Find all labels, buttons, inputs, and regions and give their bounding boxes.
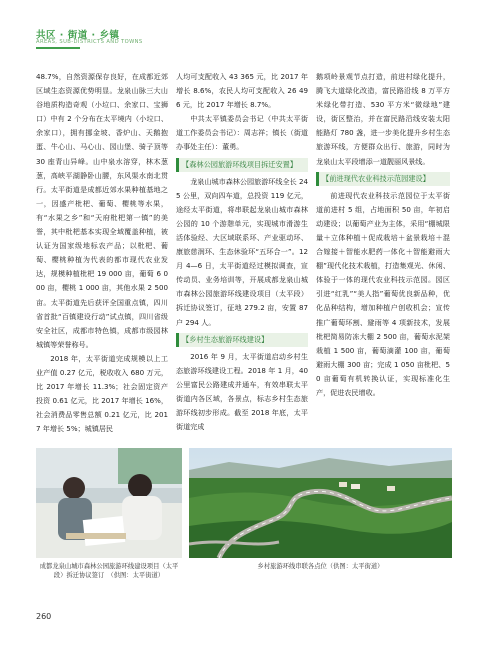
paragraph: 48.7%，自然资源保存良好，在成都近郊区域生态资源优势明显。龙泉山脉三大山谷地质构造奇观（小垃口、余家口、宝狮口）中有 2 个分布在太平境内（小垃口、余家口），拥有挪金坡、香炉山、天鹅抱蛋、牛心山、马心山、园山堡、骑子顶等 30 座青山异峰。山中泉水溶穿，林木葱葱，高峡平湖静卧山腰，东风渠水南北贯行。太平街道是成都近郊水果种植基地之一，因盛产枇杷、葡萄、樱桃等水果，有“水果之乡”和“天府枇杷第一镇”的美誉，其中枇杷基本实现全域覆盖种植，被认证为国家级地标农产品；以枇杷、葡萄、樱桃种植为代表的都市现代农业发达，规模种植枇杷 19 000 亩，葡萄 6 000 亩，樱桃 1 000 亩，其他水果 2 500 亩。太平街道先后获评全国重点镇，四川省首批“百镇建设行动”试点镇，四川省级安全社区，成都市特色镇，成都市级园林城镇等荣誉称号。 [36, 72, 168, 349]
header-rule [36, 47, 80, 49]
page-number: 260 [36, 612, 52, 621]
paragraph: 龙泉山城市森林公园旅游环线全长 245 公里，双向四车道，总投资 119 亿元，途经太平街道，将串联起龙泉山城市森林公园的 10 个游憩单元，实现城市滑游生活体验经、大区域联系环、产业驱动环、康旅慈润环、生态休验环“五环合一”。12 月 4—6 日，太平街道经过模拟调查，宣传动员、业务培训等，开展成都龙泉山城市森林公园旅游环线建设项目（太平段）拆迁协议签订，征地 279.2 亩，安置 87 户 294 人。 [176, 176, 308, 327]
signing-photo [36, 448, 182, 558]
paragraph: 2016 年 9 月，太平街道启动乡村生态旅游环线建设工程。2018 年 1 月，40 公里富民公路建成并通车，有效串联太平街道内各区域，各景点，标志乡村生态旅游环线初步形成。截至 2018 年底，太平街道完成 [176, 351, 308, 432]
running-head-title: 共区 · 街道 · 乡镇 [36, 30, 120, 41]
page-header [36, 24, 456, 54]
photo-caption-road: 乡村旅游环线串联各点位（供图：太平街道） [257, 563, 384, 570]
paragraph: 人均可支配收入 43 365 元，比 2017 年增长 8.6%，农民人均可支配收入 26 496 元，比 2017 年增长 8.7%。 [176, 72, 308, 110]
paragraph: 2018 年，太平街道完成规模以上工业产值 0.27 亿元，税收收入 680 万元，比 2017 年增长 11.3%；社会固定资产投资 0.61 亿元，比 2017 年增长 16%，社会消费品零售总额 0.21 亿元，比 2017 年增长 5%；城镇居民 [36, 353, 168, 434]
running-head-subtitle: AREAS, SUB-DISTRICTS AND TOWNS [36, 39, 143, 45]
paragraph: 鹅项岭景观节点打造，前进村绿化提升，腾飞大道绿化改造，富民路沿线 8 万平方米绿化带打造、530 平方米“微绿地”建设，街区整治，并在富民路沿线安装太阳能路灯 780 盏，进一步美化提升乡村生态旅游环线，方便群众出行、旅游，同时为龙泉山太平段增添一道靓丽风景线。 [316, 72, 450, 166]
photo-caption-signing: 成都龙泉山城市森林公园旅游环线建设项目（太平段）拆迁协议签订 （供图：太平街道） [39, 563, 179, 579]
rural-road-aerial-photo [189, 448, 452, 558]
text-column-2 [176, 70, 308, 434]
text-column-3 [316, 70, 450, 400]
section-heading-agri-park: 【前进现代农业科技示范园建设】 [316, 172, 450, 186]
paragraph: 前进现代农业科技示范园位于太平街道前进村 5 组，占地面积 50 亩，年初启动建设；以葡萄产业为主体，采用“棚城限量＋立体种植＋促成栽培＋盆景栽培＋混合嫁接＋智能水肥药一体化＋智能避雨大棚”现代化技术栽植，打造集观光、休闲、体验于一体的现代农业科技示范园。园区引进“红乳”“美人指”葡萄优良新品种，优化品种结构，增加种植户创收机会；宣传推广葡萄环割、避雨等 4 项新技术，发展枇杷简易防冻大棚 2 500 亩，葡萄水泥架栽植 1 500 亩，葡萄滴灌 100 亩，葡萄避雨大棚 300 亩；完成 1 050 亩枇杷、50 亩葡萄有机转换认证，实现标准化生产，促进农民增收。 [316, 190, 450, 397]
paragraph: 中共太平镇委员会书记（中共太平街道工作委员会书记）：周志祥；镇长（街道办事处主任）：董勇。 [176, 114, 308, 152]
section-heading-forest-park: 【森林公园旅游环线项目拆迁安置】 [176, 158, 308, 172]
text-column-1 [36, 70, 168, 436]
section-heading-rural-tourism: 【乡村生态旅游环线建设】 [176, 333, 308, 347]
